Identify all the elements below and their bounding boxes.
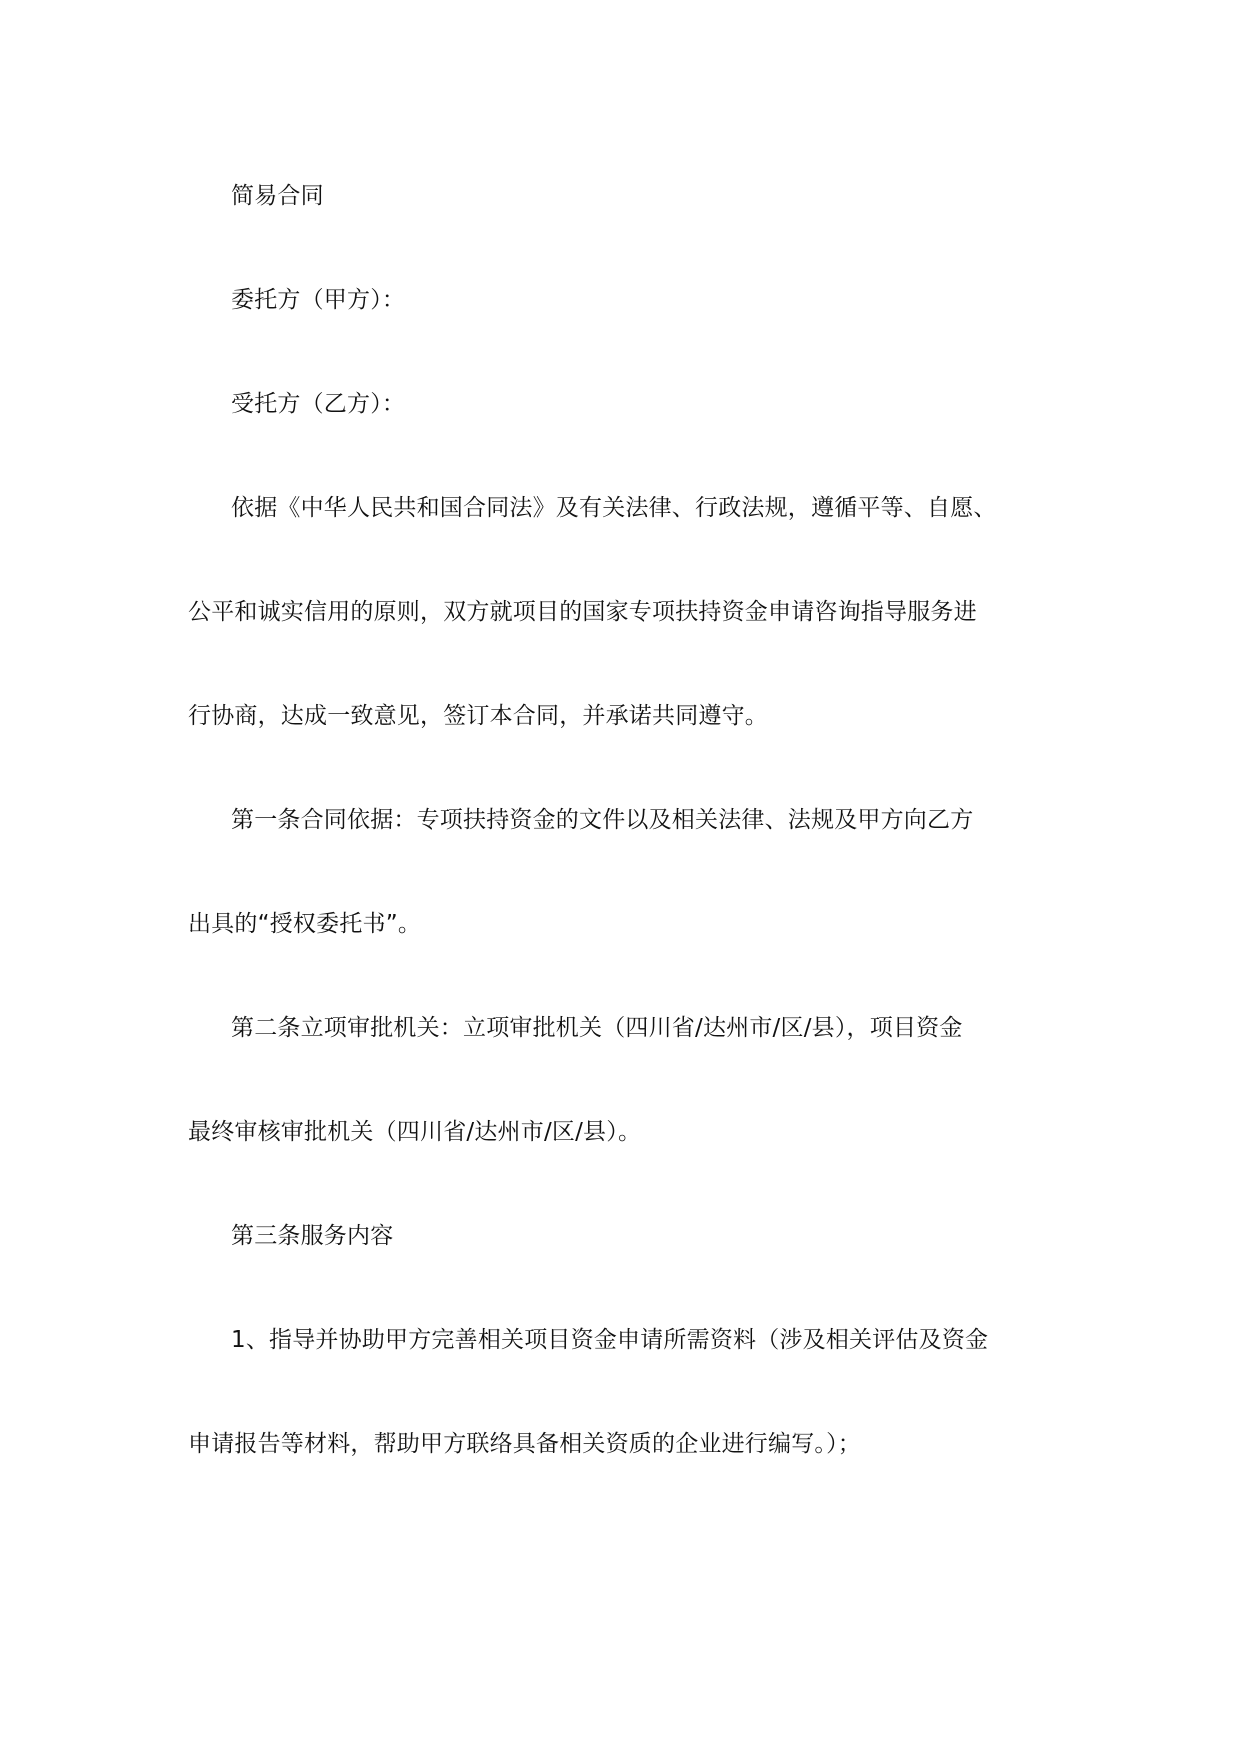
preamble-line-2: 公平和诚实信用的原则，双方就项目的国家专项扶持资金申请咨询指导服务进 — [188, 599, 977, 625]
article-2-line-1: 第二条立项审批机关：立项审批机关（四川省/达州市/区/县），项目资金 — [231, 1015, 963, 1041]
article-1-line-2: 出具的“授权委托书”。 — [188, 911, 422, 937]
document-title: 简易合同 — [231, 183, 324, 209]
party-a-label: 委托方（甲方）： — [231, 287, 406, 313]
article-3-item-1-line-1: 1、指导并协助甲方完善相关项目资金申请所需资料（涉及相关评估及资金 — [231, 1327, 989, 1353]
preamble-line-3: 行协商，达成一致意见，签订本合同，并承诺共同遵守。 — [188, 703, 768, 729]
preamble-line-1: 依据《中华人民共和国合同法》及有关法律、行政法规，遵循平等、自愿、 — [231, 495, 997, 521]
article-3-item-1-line-2: 申请报告等材料，帮助甲方联络具备相关资质的企业进行编写。）； — [188, 1431, 861, 1457]
article-3-heading: 第三条服务内容 — [231, 1223, 394, 1249]
party-b-label: 受托方（乙方）： — [231, 391, 406, 417]
article-1-line-1: 第一条合同依据：专项扶持资金的文件以及相关法律、法规及甲方向乙方 — [231, 807, 974, 833]
article-2-line-2: 最终审核审批机关（四川省/达州市/区/县）。 — [188, 1119, 642, 1145]
